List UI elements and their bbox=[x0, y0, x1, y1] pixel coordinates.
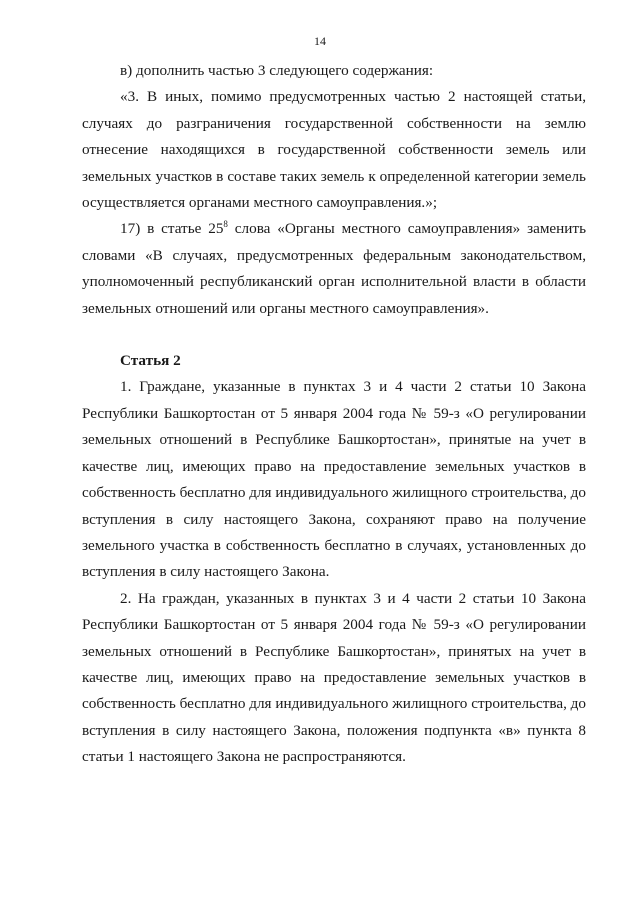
document-body bbox=[82, 58, 586, 771]
article-2-paragraph-2: 2. На граждан, указанных в пунктах 3 и 4 части 2 статьи 10 Закона Республики Башкортостан от 5 января 2004 года № 59-з «О регулировании земельных отношений в Республике Башкортостан», принятых на учет в качестве лиц, имеющих право на предоставление земельных участков в собственность бесплатно для индивидуального жилищного строительства, до вступления в силу настоящего Закона, положения подпункта «в» пункта 8 статьи 1 настоящего Закона не распространяются. bbox=[82, 589, 586, 766]
paragraph-subitem-v: в) дополнить частью 3 следующего содержания: bbox=[120, 62, 434, 79]
item17-superscript: 8 bbox=[223, 219, 228, 230]
paragraph-item-17 bbox=[82, 216, 586, 322]
article-2-heading: Статья 2 bbox=[120, 352, 181, 370]
page-number: 14 bbox=[314, 34, 326, 48]
paragraph-part-3-quote: «3. В иных, помимо предусмотренных частью 2 настоящей статьи, случаях до разграничения государственной собственности на землю отнесение находящихся в государственной собственности земель или земельных участков в составе таких земель к определенной категории земель осуществляется органами местного самоуправления.»; bbox=[82, 88, 586, 212]
item17-prefix: 17) в статье 25 bbox=[120, 220, 224, 238]
item17-text: слова «Органы местного самоуправления» заменить словами «В случаях, предусмотренных федеральным законодательством, уполномоченный республиканский орган исполнительной власти в области земельных отношений или органы местного самоуправления». bbox=[82, 220, 586, 317]
article-2-paragraph-1: 1. Граждане, указанные в пунктах 3 и 4 части 2 статьи 10 Закона Республики Башкортостан от 5 января 2004 года № 59-з «О регулировании земельных отношений в Республике Башкортостан», принятые на учет в качестве лиц, имеющих право на предоставление земельных участков в собственность бесплатно для индивидуального жилищного строительства, до вступления в силу настоящего Закона, сохраняют право на получение земельного участка в собственность бесплатно в случаях, установленных до вступления в силу настоящего Закона. bbox=[82, 378, 586, 581]
